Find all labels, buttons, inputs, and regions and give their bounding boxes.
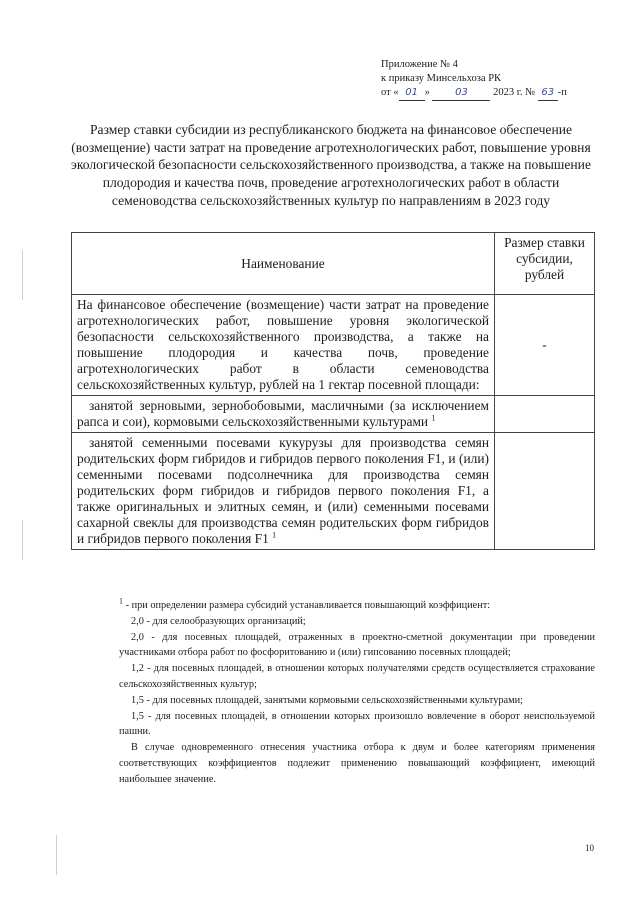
order-day: 01 bbox=[399, 86, 425, 101]
document-title: Размер ставки субсидии из республиканского бюджета на финансовое обеспечение (возмещение) части затрат на проведение агротехнологических работ, повышение уровня экологической безопасности сельскохозяйственного производства, а также на повышение плодородия и качества почв, проведение агротехнологических работ в области семеноводства сельскохозяйственных культур по направлениям в 2023 году bbox=[70, 122, 591, 208]
table-header-row bbox=[72, 233, 595, 295]
table-row bbox=[72, 295, 595, 396]
appendix-title: Приложение № 4 bbox=[381, 59, 458, 70]
row-rate bbox=[495, 396, 595, 433]
table-row bbox=[72, 433, 595, 550]
subsidy-rate-table bbox=[71, 232, 595, 550]
row-name bbox=[72, 396, 495, 433]
footnote-ref: 1 bbox=[431, 413, 436, 423]
row-rate bbox=[495, 433, 595, 550]
row-name bbox=[72, 295, 495, 396]
footnote-intro bbox=[119, 598, 595, 614]
order-reference: к приказу Минсельхоза РК bbox=[381, 73, 502, 84]
footnote-intro-text: - при определении размера субсидий устанавливается повышающий коэффициент: bbox=[123, 600, 491, 611]
coefficient-item: 2,0 - для селообразующих организаций; bbox=[131, 615, 306, 627]
table-row bbox=[72, 396, 595, 433]
order-number: 63 bbox=[538, 86, 558, 101]
date-separator: » bbox=[424, 87, 433, 98]
appendix-header bbox=[381, 58, 567, 101]
row-name-text: занятой зерновыми, зернобобовыми, масличными (за исключением рапса и сои), кормовыми сельскохозяйственными культурами bbox=[77, 398, 489, 429]
row-name-text: На финансовое обеспечение (возмещение) части затрат на проведение агротехнологических работ, повышение уровня экологической безопасности сельскохозяйственного производства, а также на повышение плодородия и качества почв, проведение агротехнологических работ в области семеноводства сельскохозяйственных культур, рублей на 1 гектар посевной площади: bbox=[77, 297, 489, 392]
coefficient-item: 2,0 - для посевных площадей, отраженных в проектно-сметной документации при проведении участниками отбора работ по фосфоритованию и (или) гипсованию посевных площадей; bbox=[119, 631, 595, 659]
order-suffix: -п bbox=[557, 87, 567, 98]
footnote-mark: 1 bbox=[119, 596, 123, 606]
coefficient-item: 1,2 - для посевных площадей, в отношении которых получателями средств осуществляется страхование сельскохозяйственных культур; bbox=[119, 663, 595, 690]
footnote-ref: 1 bbox=[272, 530, 277, 540]
page-number: 10 bbox=[585, 843, 594, 853]
scan-edge-mark bbox=[22, 250, 23, 300]
coefficient-rule: В случае одновременного отнесения участника отбора к двум и более категориям применения соответствующих коэффициентов подлежит применению повышающий коэффициент, имеющий наибольшее значение. bbox=[119, 742, 595, 785]
coefficient-item: 1,5 - для посевных площадей, занятыми кормовыми сельскохозяйственными культурами; bbox=[131, 694, 524, 706]
order-year: 2023 г. № bbox=[493, 87, 538, 98]
order-month: 03 bbox=[432, 86, 490, 101]
header-name: Наименование bbox=[72, 233, 495, 295]
footnotes bbox=[119, 598, 595, 788]
row-rate: - bbox=[495, 295, 595, 396]
coefficient-item: 1,5 - для посевных площадей, в отношении которых произошло вовлечение в оборот неиспользуемой пашни. bbox=[119, 710, 595, 738]
order-date-line bbox=[381, 86, 567, 101]
row-name-text: занятой семенными посевами кукурузы для производства семян родительских форм гибридов и гибридов первого поколения F1, и (или) семенными посевами подсолнечника для производства семян родительских форм гибридов и гибридов первого поколения F1, а также оригинальных и элитных семян, и (или) семенными посевами сахарной свеклы для производства семян родительских форм гибридов и гибридов первого поколения F1 bbox=[77, 435, 489, 546]
date-prefix: от « bbox=[381, 87, 399, 98]
scan-edge-mark bbox=[22, 520, 23, 560]
row-name bbox=[72, 433, 495, 550]
scan-edge-mark bbox=[56, 835, 57, 875]
header-rate: Размер ставки субсидии, рублей bbox=[495, 233, 595, 295]
